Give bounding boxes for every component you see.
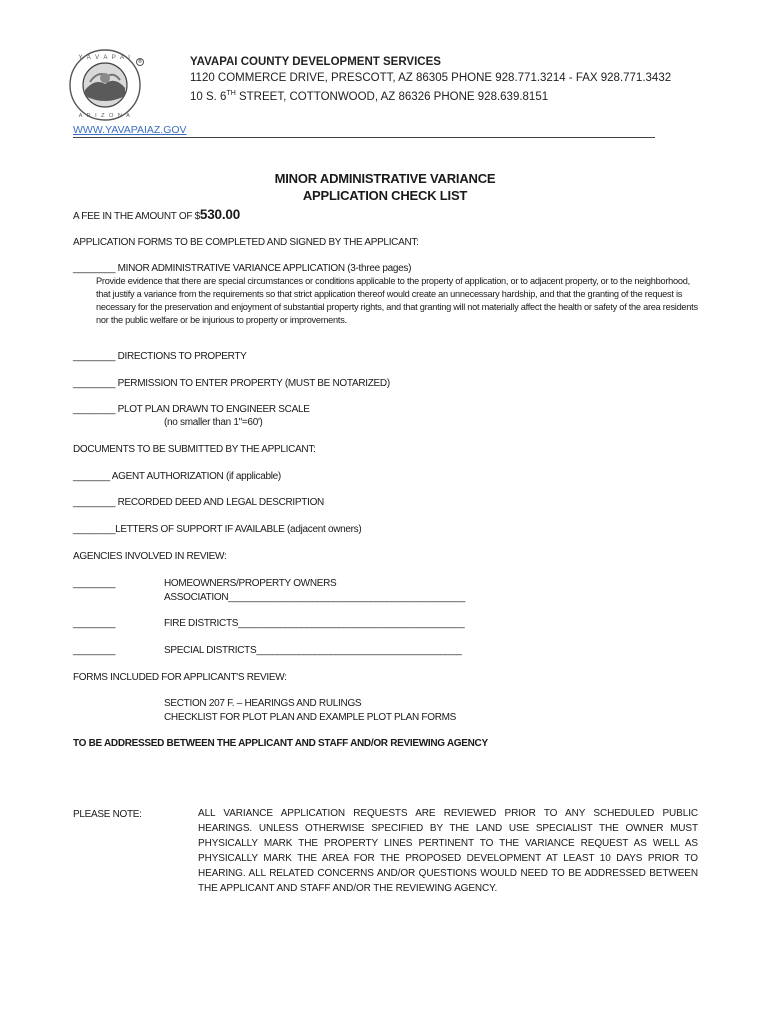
address-line-2-start: 10 S. 6: [190, 90, 227, 103]
addressed-statement: TO BE ADDRESSED BETWEEN THE APPLICANT AND STAFF AND/OR REVIEWING AGENCY: [73, 738, 488, 749]
application-description: Provide evidence that there are special circumstances or conditions applicable to the property of application, or to adjacent property, or to the neighborhood, that justify a variance from the requirements so that strict application thereof would create an unnecessary hardship, and that the granting of the request is necessary for the preservation and enjoyment of substantial property rights, and that granting will not materially affect the health or safety of the area residents nor the public welfare or be injurious to property or improvements.: [96, 276, 698, 325]
address-superscript: TH: [226, 90, 236, 97]
title-line-2: APPLICATION CHECK LIST: [302, 188, 468, 203]
section-agencies: AGENCIES INVOLVED IN REVIEW:: [73, 551, 227, 562]
agency-hoa-line-2: ASSOCIATION_____________________________________________: [164, 592, 466, 603]
checklist-recorded-deed: ________ RECORDED DEED AND LEGAL DESCRIPTION: [73, 497, 324, 508]
org-name: YAVAPAI COUNTY DEVELOPMENT SERVICES: [190, 56, 441, 68]
agency-special-districts: SPECIAL DISTRICTS_______________________________________: [164, 645, 462, 656]
title-line-1: MINOR ADMINISTRATIVE VARIANCE: [274, 171, 496, 186]
section-forms-included: FORMS INCLUDED FOR APPLICANT'S REVIEW:: [73, 672, 287, 683]
address-line-1: 1120 COMMERCE DRIVE, PRESCOTT, AZ 86305 PHONE 928.771.3214 - FAX 928.771.3432: [190, 72, 672, 84]
section-application-forms: APPLICATION FORMS TO BE COMPLETED AND SIGNED BY THE APPLICANT:: [73, 237, 419, 248]
section-documents: DOCUMENTS TO BE SUBMITTED BY THE APPLICANT:: [73, 444, 316, 455]
address-line-2-end: STREET, COTTONWOOD, AZ 86326 PHONE 928.639.8151: [235, 90, 549, 103]
fee-line: [73, 208, 240, 223]
page-title: [0, 170, 770, 204]
checklist-permission: ________ PERMISSION TO ENTER PROPERTY (MUST BE NOTARIZED): [73, 378, 390, 389]
please-note-label: PLEASE NOTE:: [73, 809, 142, 820]
checklist-agent-authorization: _______ AGENT AUTHORIZATION (if applicable): [73, 471, 281, 482]
fee-amount: 530.00: [199, 207, 240, 222]
county-seal-logo: [68, 48, 142, 122]
header-block: [190, 54, 750, 105]
registered-mark-icon: ®: [136, 58, 144, 66]
checklist-directions: ________ DIRECTIONS TO PROPERTY: [73, 351, 247, 362]
agency-fire-blank: ________: [73, 618, 116, 629]
website-link[interactable]: WWW.YAVAPAIAZ.GOV: [73, 124, 187, 136]
plot-plan-scale-note: (no smaller than 1"=60'): [164, 417, 263, 428]
checklist-application: ________ MINOR ADMINISTRATIVE VARIANCE APPLICATION (3-three pages): [73, 263, 412, 274]
header-divider: [73, 137, 655, 138]
agency-fire-districts: FIRE DISTRICTS___________________________________________: [164, 618, 465, 629]
agency-hoa-blank: ________: [73, 578, 116, 589]
form-hearings-rulings: SECTION 207 F. – HEARINGS AND RULINGS: [164, 698, 362, 709]
agency-hoa-line-1: HOMEOWNERS/PROPERTY OWNERS: [164, 578, 337, 589]
svg-text:Y A V A P A I: Y A V A P A I: [78, 55, 132, 61]
please-note-text: ALL VARIANCE APPLICATION REQUESTS ARE REVIEWED PRIOR TO ANY SCHEDULED PUBLIC HEARINGS. UNLESS OTHERWISE SPECIFIED BY THE LAND USE SPECIALIST THE OWNER MUST PHYSICALLY MARK THE PROPERTY LINES PERTINENT TO THE VARIANCE REQUEST AS WELL AS PHYSICALLY MARK THE AREA FOR THE PROPOSED DEVELOPMENT AT LEAST 10 DAYS PRIOR TO HEARING. ALL RELATED CONCERNS AND/OR QUESTIONS WOULD NEED TO BE ADDRESSED BETWEEN THE APPLICANT AND STAFF AND/OR THE REVIEWING AGENCY.: [198, 808, 698, 894]
form-plot-plan-checklist: CHECKLIST FOR PLOT PLAN AND EXAMPLE PLOT PLAN FORMS: [164, 712, 457, 723]
svg-text:A R I Z O N A: A R I Z O N A: [78, 113, 132, 119]
agency-special-blank: ________: [73, 645, 116, 656]
checklist-plot-plan: ________ PLOT PLAN DRAWN TO ENGINEER SCALE: [73, 404, 310, 415]
address-line-2: [190, 86, 750, 105]
checklist-letters-of-support: ________LETTERS OF SUPPORT IF AVAILABLE (adjacent owners): [73, 524, 362, 535]
fee-label: A FEE IN THE AMOUNT OF $: [73, 211, 200, 222]
